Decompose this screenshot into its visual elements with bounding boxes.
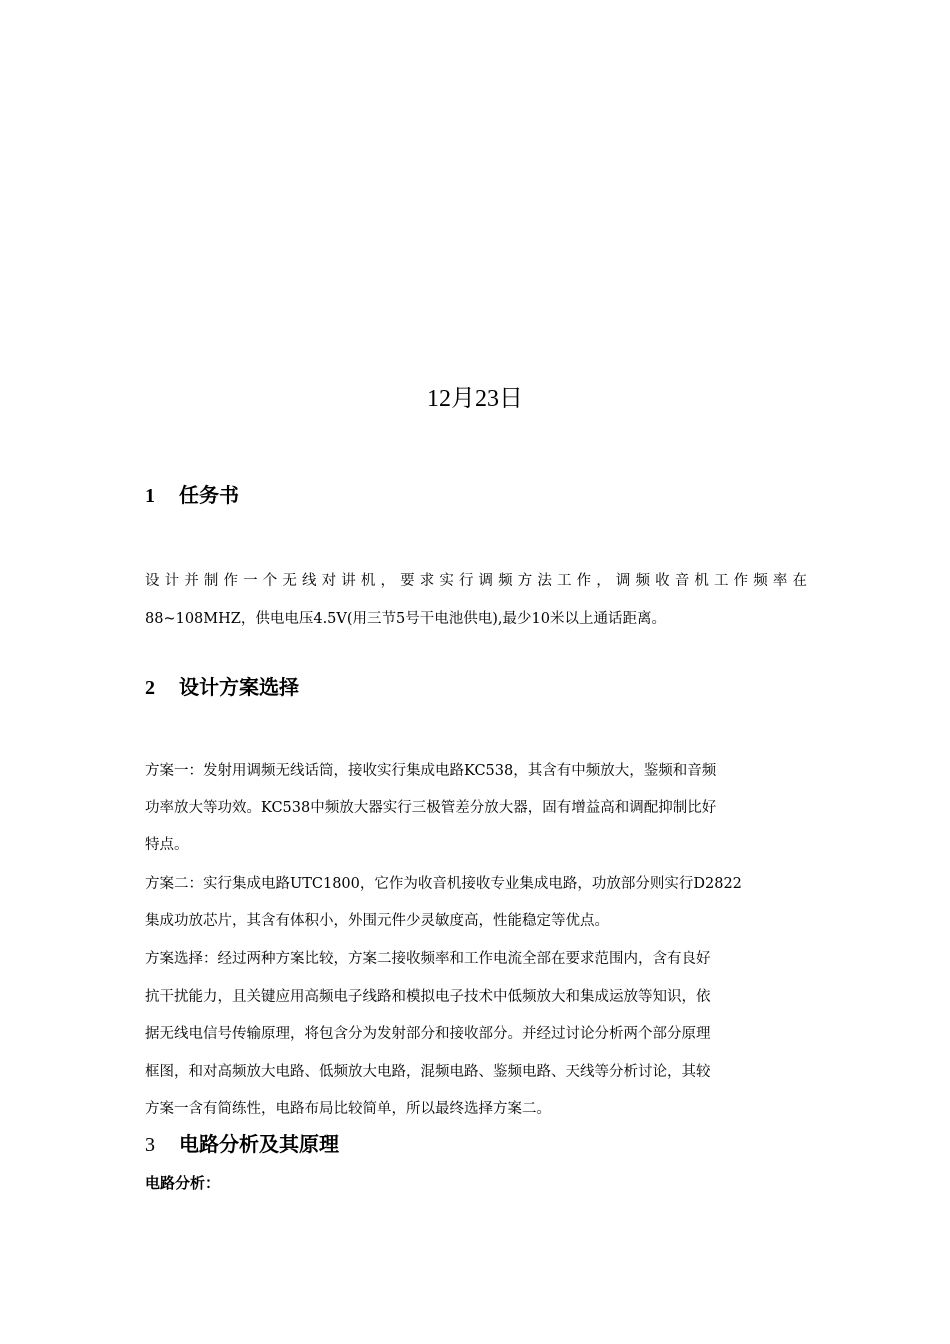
subheading-circuit-analysis: 电路分析： [145,1174,221,1192]
paragraph-line: 框图，和对高频放大电路、低频放大电路，混频电路、鉴频电路、天线等分析讨论，其较 [145,1063,711,1080]
section-2-option-1 [145,753,807,864]
paragraph-line: 抗干扰能力，且关键应用高频电子线路和模拟电子技术中低频放大和集成运放等知识，依 [145,988,711,1005]
document-date: 12月23日 [427,386,523,412]
section-number: 3 [145,1134,155,1156]
section-number: 1 [145,485,155,507]
paragraph-line: 据无线电信号传输原理，将包含分为发射部分和接收部分。并经过讨论分析两个部分原理 [145,1026,711,1042]
paragraph-line: 方案一含有简练性，电路布局比较简单，所以最终选择方案二。 [145,1101,551,1117]
section-heading-1 [145,481,239,510]
section-title: 设计方案选择 [179,675,299,699]
section-1-paragraph [145,562,807,638]
section-title: 任务书 [179,483,239,507]
paragraph-line: 方案一：发射用调频无线话筒，接收实行集成电路KC538，其含有中频放大，鉴频和音频 [145,763,717,779]
section-number: 2 [145,677,155,699]
paragraph-line: 集成功放芯片，其含有体积小，外围元件少灵敏度高，性能稳定等优点。 [145,913,609,929]
paragraph-line: 方案二：实行集成电路UTC1800，它作为收音机接收专业集成电路，功放部分则实行D2822 [145,876,742,892]
section-2-selection [145,941,807,1129]
section-heading-3 [145,1130,339,1159]
paragraph-line: 功率放大等功效。KC538中频放大器实行三极管差分放大器，固有增益高和调配抑制比好 [145,800,717,816]
paragraph-line: 设计并制作一个无线对讲机，要求实行调频方法工作，调频收音机工作频率在 [145,573,807,589]
section-heading-2 [145,673,299,702]
paragraph-line: 方案选择：经过两种方案比较，方案二接收频率和工作电流全部在要求范围内，含有良好 [145,951,711,967]
section-2-option-2 [145,866,807,940]
paragraph-line: 88~108MHZ，供电电压4.5V(用三节5号干电池供电),最少10米以上通话距离。 [145,611,666,627]
paragraph-line: 特点。 [145,837,189,853]
section-title: 电路分析及其原理 [179,1132,339,1156]
